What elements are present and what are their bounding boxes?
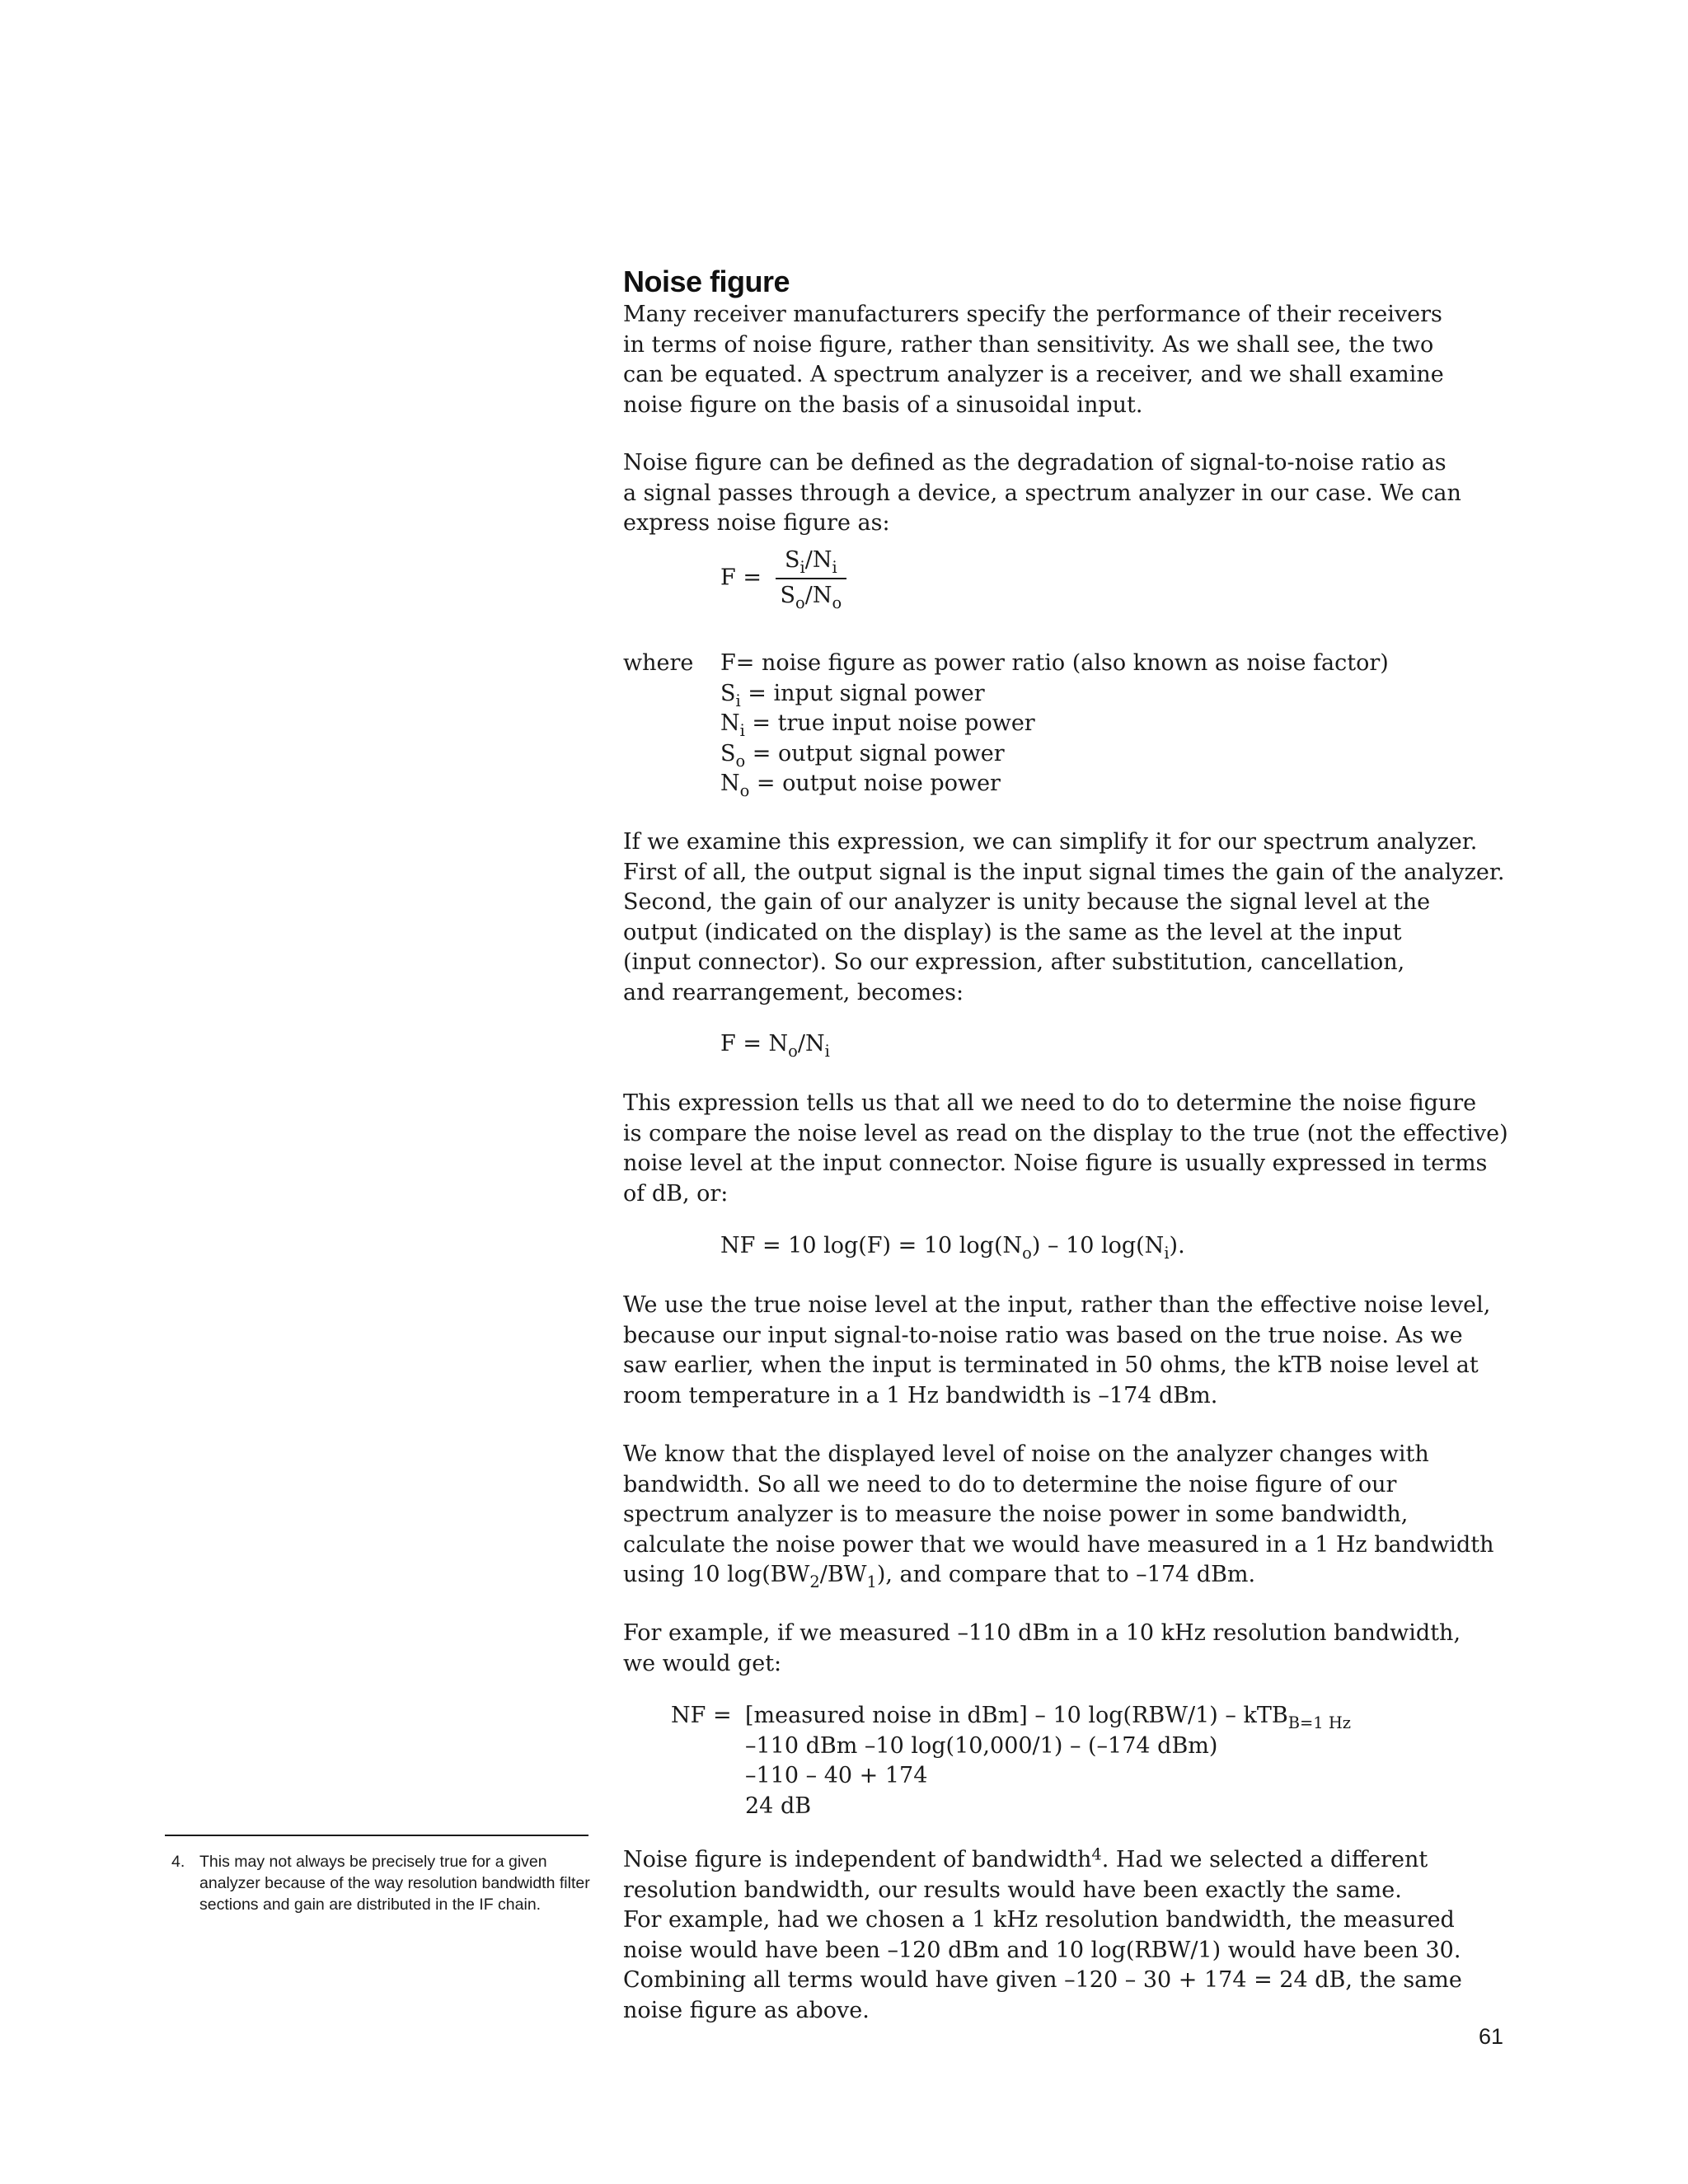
text-line: using 10 $\log(BW_2/BW_1)$, and compare that to –174 dBm.	[623, 1562, 1256, 1591]
text-line: If we examine this expression, we can simplify it for our spectrum analyzer.	[623, 829, 1478, 855]
text-line: Second, the gain of our analyzer is unity because the signal level at the	[623, 889, 1431, 915]
text-line: noise would have been –120 dBm and 10 log(RBW/1) would have been 30.	[623, 1937, 1461, 1963]
text-line: Combining all terms would have given –120 – 30 + 174 = 24 dB, the same	[623, 1967, 1462, 1993]
nf-row: –110 dBm –10 log(10,000/1) – (–174 dBm)	[745, 1732, 1218, 1759]
footnote-text: This may not always be precisely true for a given analyzer because of the way resolution bandwidth filter sections and gain are distributed in the IF chain.	[199, 1853, 590, 1914]
text-line: room temperature in a 1 Hz bandwidth is –174 dBm.	[623, 1382, 1218, 1408]
eq1-numerator: $S_i/N_i$	[776, 546, 847, 579]
text-line: We know that the displayed level of noise on the analyzer changes with	[623, 1441, 1429, 1467]
paragraph-true-noise	[623, 1291, 1530, 1411]
equation-simplified: $F = N_o/N_i$	[720, 1031, 830, 1061]
definition-item: $N_i$ = true input noise power	[720, 710, 1035, 740]
footnote-ref[interactable]: 4	[1091, 1844, 1102, 1864]
text-line: We use the true noise level at the input, rather than the effective noise level,	[623, 1292, 1491, 1318]
nf-row: [measured noise in dBm] – 10 log(RBW/1) – kTB$_{B=1 Hz}$	[745, 1703, 1352, 1732]
text-line: bandwidth. So all we need to do to determine the noise figure of our	[623, 1471, 1397, 1497]
definition-item: $S_o$ = output signal power	[720, 740, 1005, 771]
text-line: For example, if we measured –110 dBm in a 10 kHz resolution bandwidth,	[623, 1620, 1461, 1646]
text-line: saw earlier, when the input is terminated in 50 ohms, the kTB noise level at	[623, 1352, 1479, 1378]
text-line: noise figure as above.	[623, 1997, 870, 2023]
text-line: and rearrangement, becomes:	[623, 979, 964, 1005]
paragraph-bandwidth	[623, 1440, 1530, 1591]
paragraph-expression	[623, 1089, 1530, 1209]
text-line: This expression tells us that all we need to do to determine the noise figure	[623, 1090, 1477, 1116]
text-line: noise level at the input connector. Noise figure is usually expressed in terms	[623, 1151, 1488, 1176]
text-line: Noise figure is independent of bandwidth$^4$. Had we selected a different	[623, 1844, 1428, 1872]
equation-noise-figure-ratio	[720, 546, 846, 611]
paragraph-independent	[623, 1845, 1530, 2026]
nf-label: NF =	[671, 1703, 732, 1728]
footnote	[171, 1851, 600, 1917]
equation-noise-figure-db: NF = 10 log(F) = 10 $\log(N_o) - 10$ $\log(N_i)$.	[720, 1233, 1185, 1263]
text-line: output (indicated on the display) is the same as the level at the input	[623, 919, 1402, 945]
page-number: 61	[1479, 2024, 1504, 2049]
where-label: where	[623, 650, 694, 676]
text-line: spectrum analyzer is to measure the noise power in some bandwidth,	[623, 1502, 1409, 1527]
section-heading: Noise figure	[623, 265, 790, 298]
text-line: of dB, or:	[623, 1180, 729, 1207]
eq1-denominator: $S_o/N_o$	[780, 582, 842, 612]
text-line: we would get:	[623, 1650, 782, 1676]
paragraph-simplify	[623, 827, 1530, 1008]
paragraph-intro-text: Many receiver manufacturers specify the performance of their receivers in terms of noise figure, rather than sensitivity. As we shall see, the two can be equated. A spectrum analyzer is a receiver, and we shall examine noise figure on the basis of a sinusoidal input.	[623, 302, 1444, 418]
definition-item: $S_i$ = input signal power	[720, 680, 985, 710]
nf-row: –110 – 40 + 174	[745, 1763, 928, 1788]
nf-row: 24 dB	[745, 1793, 812, 1819]
definition-list	[720, 649, 1389, 799]
paragraph-intro	[623, 300, 1530, 420]
paragraph-definition	[623, 448, 1530, 539]
paragraph-definition-text: Noise figure can be defined as the degradation of signal-to-noise ratio as a signal passes through a device, a spectrum analyzer in our case. We can express noise figure as:	[623, 450, 1461, 536]
text-line: First of all, the output signal is the input signal times the gain of the analyzer.	[623, 859, 1505, 885]
definition-item: F= noise figure as power ratio (also known as noise factor)	[720, 650, 1389, 676]
eq1-fraction	[776, 546, 847, 611]
paragraph-example	[623, 1619, 1530, 1679]
text-line: calculate the noise power that we would have measured in a 1 Hz bandwidth	[623, 1531, 1494, 1558]
text-line: is compare the noise level as read on the display to the true (not the effective)	[623, 1120, 1508, 1146]
text-line: resolution bandwidth, our results would have been exactly the same.	[623, 1877, 1402, 1903]
eq1-lhs: F =	[720, 565, 762, 591]
text-line: (input connector). So our expression, after substitution, cancellation,	[623, 949, 1405, 975]
text-line: For example, had we chosen a 1 kHz resolution bandwidth, the measured	[623, 1907, 1455, 1933]
text-line: because our input signal-to-noise ratio was based on the true noise. As we	[623, 1322, 1463, 1348]
definition-item: $N_o$ = output noise power	[720, 771, 1001, 800]
nf-worked-example	[745, 1701, 1351, 1821]
footnote-number: 4.	[171, 1853, 185, 1871]
footnote-rule	[165, 1835, 588, 1836]
